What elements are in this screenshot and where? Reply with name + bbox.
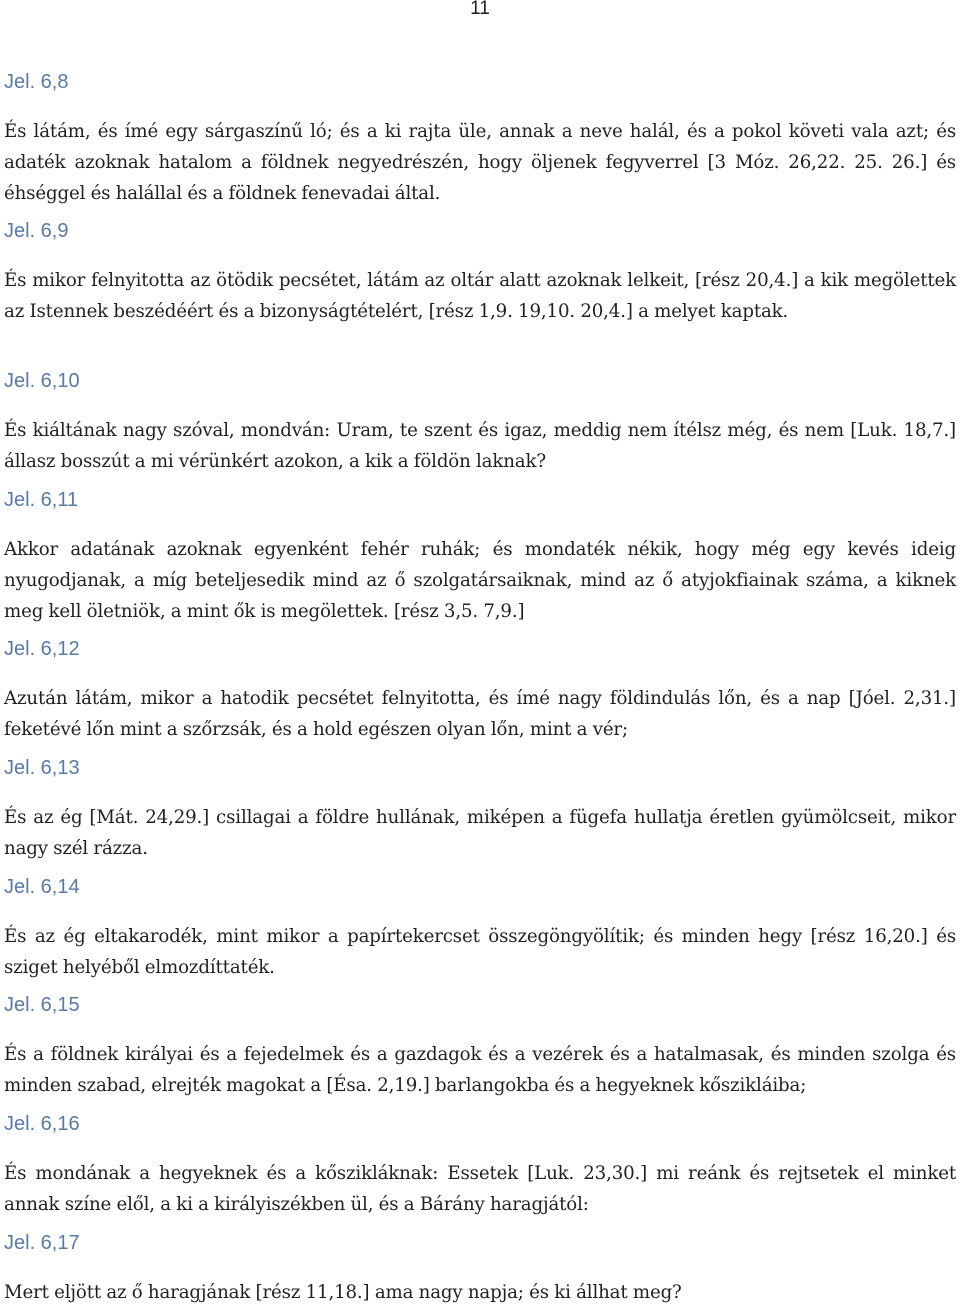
verse-reference: Jel. 6,14	[4, 876, 80, 898]
verse-reference: Jel. 6,17	[4, 1232, 80, 1254]
verse-text: És mondának a hegyeknek és a kőszikláknak: Essetek [Luk. 23,30.] mi reánk és rejtsetek el minket annak színe elől, a ki a királyiszékben ül, és a Bárány haragjától:	[4, 1163, 956, 1215]
verse-reference: Jel. 6,11	[4, 489, 79, 511]
verse-6-16	[4, 1112, 956, 1220]
verse-reference: Jel. 6,15	[4, 994, 80, 1016]
verse-6-8	[4, 70, 956, 209]
verse-6-12	[4, 637, 956, 745]
verse-text: És a földnek királyai és a fejedelmek és a gazdagok és a vezérek és a hatalmasak, és minden szolga és minden szabad, elrejték magokat a [Ésa. 2,19.] barlangokba és a hegyeknek kőszikláiba;	[4, 1044, 956, 1096]
verse-reference: Jel. 6,9	[4, 220, 69, 242]
verse-6-9	[4, 219, 956, 327]
verse-6-10	[4, 369, 956, 477]
verse-6-13	[4, 756, 956, 864]
verse-text: Azután látám, mikor a hatodik pecsétet felnyitotta, és ímé nagy földindulás lőn, és a nap [Jóel. 2,31.] feketévé lőn mint a szőrzsák, és a hold egészen olyan lőn, mint a vér;	[4, 688, 956, 740]
page-number: 11	[470, 0, 490, 19]
verse-text: Akkor adatának azoknak egyenként fehér ruhák; és mondaték nékik, hogy még egy kevés ideig nyugodjanak, a míg beteljesedik mind az ő szolgatársaiknak, mind az ő atyjokfiainak száma, a kiknek meg kell öletniök, a mint ők is megölettek. [rész 3,5. 7,9.]	[4, 539, 956, 622]
verse-6-17	[4, 1231, 956, 1308]
verse-reference: Jel. 6,12	[4, 638, 80, 660]
verse-text: És az ég [Mát. 24,29.] csillagai a földre hullának, miképen a fügefa hullatja éretlen gyümölcseit, mikor nagy szél rázza.	[4, 807, 956, 859]
verse-reference: Jel. 6,16	[4, 1113, 80, 1135]
verse-reference: Jel. 6,10	[4, 370, 80, 392]
verse-reference: Jel. 6,8	[4, 71, 69, 93]
verse-6-15	[4, 993, 956, 1101]
verse-text: És kiáltának nagy szóval, mondván: Uram, te szent és igaz, meddig nem ítélsz még, és nem [Luk. 18,7.] állasz bosszút a mi vérünkért azokon, a kik a földön laknak?	[4, 420, 956, 472]
verse-text: És az ég eltakarodék, mint mikor a papírtekercset összegöngyölítik; és minden hegy [rész 16,20.] és sziget helyéből elmozdíttaték.	[4, 926, 956, 978]
verse-6-14	[4, 875, 956, 983]
verse-6-11	[4, 488, 956, 627]
verse-text: Mert eljött az ő haragjának [rész 11,18.] ama nagy napja; és ki állhat meg?	[4, 1282, 682, 1303]
verse-text: És látám, és ímé egy sárgaszínű ló; és a ki rajta üle, annak a neve halál, és a pokol követi vala azt; és adaték azoknak hatalom a földnek negyedrészén, hogy öljenek fegyverrel [3 Móz. 26,22. 25. 26.] és éhséggel és halállal és a földnek fenevadai által.	[4, 121, 956, 204]
verse-reference: Jel. 6,13	[4, 757, 80, 779]
verse-text: És mikor felnyitotta az ötödik pecsétet, látám az oltár alatt azoknak lelkeit, [rész 20,4.] a kik megölettek az Istennek beszédéért és a bizonyságtételért, [rész 1,9. 19,10. 20,4.] a melyet kaptak.	[4, 270, 956, 322]
